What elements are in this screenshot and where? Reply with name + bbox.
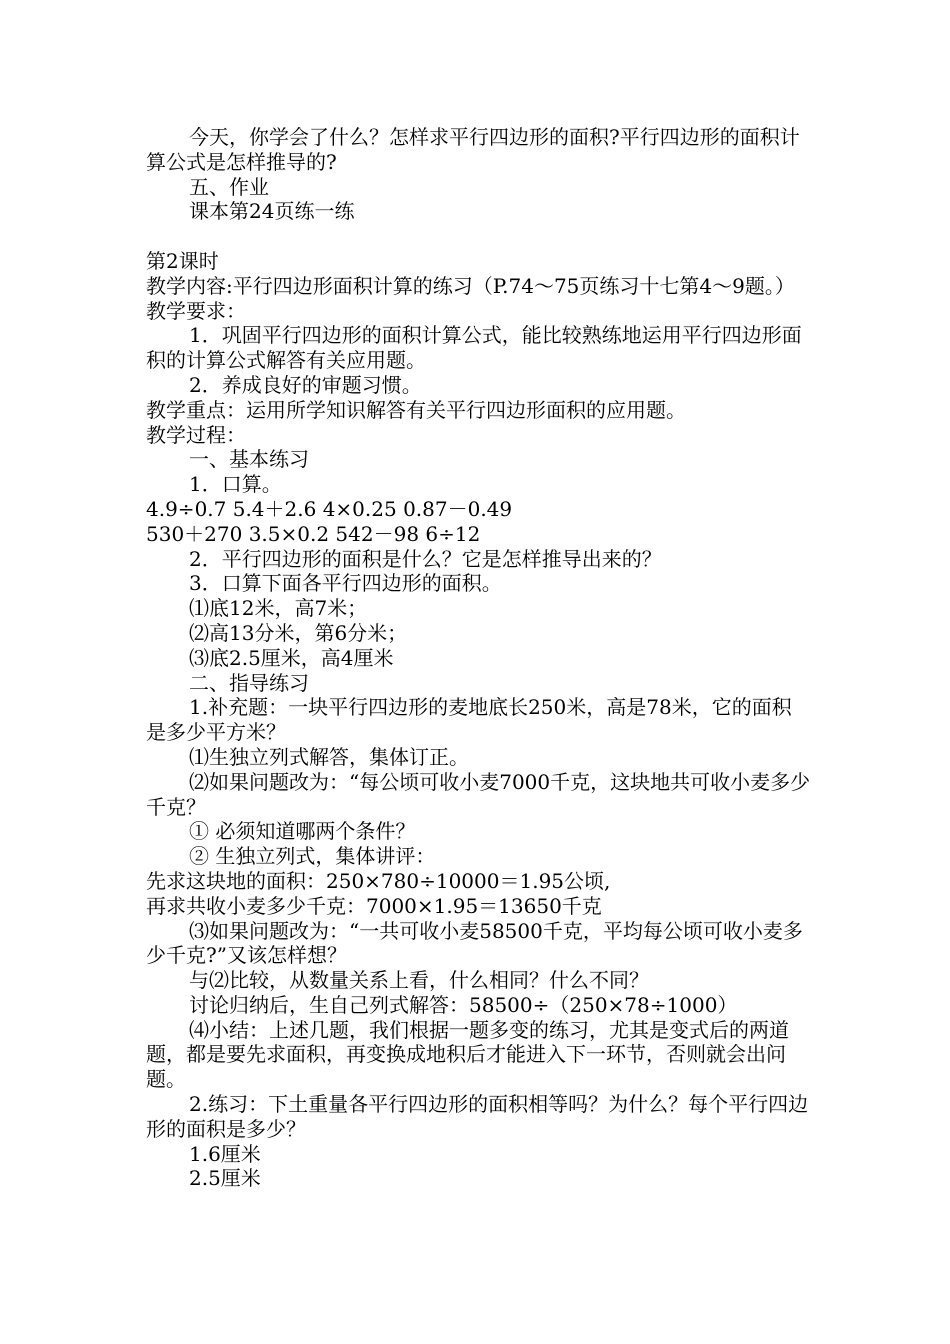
requirement-2: 2．养成良好的审题习惯。 bbox=[189, 372, 422, 397]
item-question-3: 3．口算下面各平行四边形的面积。 bbox=[189, 571, 502, 596]
measure-1: 1.6厘米 bbox=[189, 1141, 261, 1166]
measure-2: 2.5厘米 bbox=[189, 1166, 261, 1191]
step-2: ⑵如果问题改为：“每公顷可收小麦7000千克，这块地共可收小麦多少千克？ bbox=[146, 769, 811, 819]
lesson-title: 第2课时 bbox=[146, 248, 219, 273]
section-guided-practice: 二、指导练习 bbox=[189, 670, 309, 695]
step-2-b: ② 生独立列式，集体讲评： bbox=[189, 844, 436, 869]
blank-line bbox=[146, 224, 811, 249]
paragraph-homework: 课本第24页练一练 bbox=[189, 199, 355, 224]
step-3: ⑶如果问题改为：“一共可收小麦58500千克，平均每公顷可收小麦多少千克?”又该怎样想？ bbox=[146, 918, 803, 968]
sub-item-2: ⑵高13分米，第6分米； bbox=[189, 620, 408, 645]
sub-item-3: ⑶底2.5厘米，高4厘米 bbox=[189, 645, 394, 670]
document-page bbox=[146, 125, 811, 1191]
calc-total: 再求共收小麦多少千克：7000×1.95＝13650千克 bbox=[146, 893, 602, 918]
paragraph-summary: 今天，你学会了什么？怎样求平行四边形的面积?平行四边形的面积计算公式是怎样推导的? bbox=[146, 125, 800, 174]
summary: ⑷小结：上述几题，我们根据一题多变的练习，尤其是变式后的两道题，都是要先求面积，再变换成地积后才能进入下一环节，否则就会出问题。 bbox=[146, 1017, 789, 1092]
oral-calc-row-1: 4.9÷0.7 5.4＋2.6 4×0.25 0.87－0.49 bbox=[146, 496, 513, 521]
requirement-1: 1．巩固平行四边形的面积计算公式，能比较熟练地运用平行四边形面积的计算公式解答有关应用题。 bbox=[146, 323, 802, 373]
section-basic-practice: 一、基本练习 bbox=[189, 447, 309, 472]
discussion: 讨论归纳后，生自己列式解答：58500÷（250×78÷1000） bbox=[189, 992, 738, 1017]
heading-homework: 五、作业 bbox=[189, 174, 269, 199]
teaching-process-heading: 教学过程： bbox=[146, 422, 246, 447]
item-oral-calc: 1．口算。 bbox=[189, 472, 282, 497]
comparison: 与⑵比较，从数量关系上看，什么相同？什么不同？ bbox=[189, 968, 649, 993]
supplementary-question: 1.补充题：一块平行四边形的麦地底长250米，高是78米，它的面积是多少平方米？ bbox=[146, 695, 792, 745]
item-question-2: 2．平行四边形的面积是什么？它是怎样推导出来的？ bbox=[189, 546, 662, 571]
step-2-a: ① 必须知道哪两个条件？ bbox=[189, 819, 416, 844]
teaching-content: 教学内容:平行四边形面积计算的练习（P.74～75页练习十七第4～9题。） bbox=[146, 273, 795, 298]
sub-item-1: ⑴底12米，高7米； bbox=[189, 596, 368, 621]
teaching-focus: 教学重点：运用所学知识解答有关平行四边形面积的应用题。 bbox=[146, 397, 686, 422]
step-1: ⑴生独立列式解答，集体订正。 bbox=[189, 744, 469, 769]
calc-area: 先求这块地的面积：250×780÷10000＝1.95公顷, bbox=[146, 868, 611, 893]
teaching-requirements-heading: 教学要求： bbox=[146, 298, 246, 323]
practice-2: 2.练习：下土重量各平行四边形的面积相等吗？为什么？每个平行四边形的面积是多少？ bbox=[146, 1092, 809, 1141]
oral-calc-row-2: 530＋270 3.5×0.2 542－98 6÷12 bbox=[146, 521, 481, 546]
